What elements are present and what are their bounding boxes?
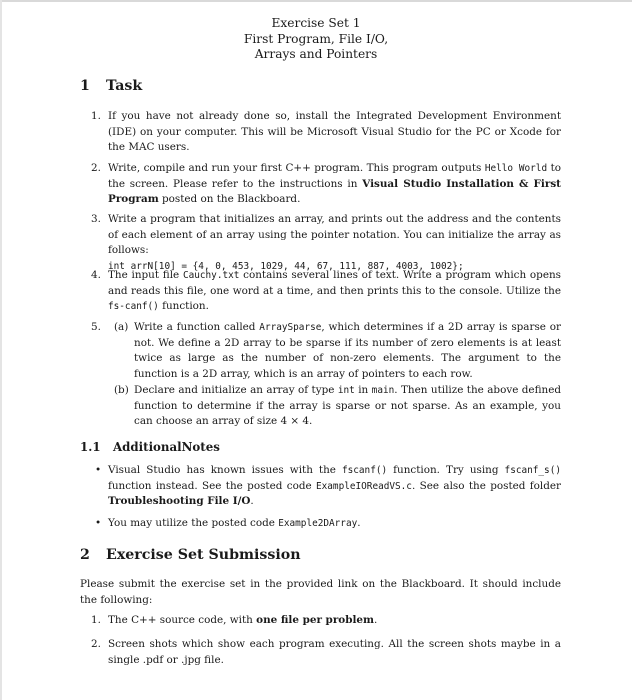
bullet-dot: • [95,517,102,529]
item-text: Screen shots which show each program executing. All the screen shots maybe in a single .pdf or .jpg file. [108,638,561,666]
task-item-2 [91,161,561,208]
text-run: function. [158,300,209,312]
item-text [108,161,561,208]
text-run: Write a program that initializes an array, and prints out the address and the contents of each element of an array using the pointer notation. You can initialize the array as follows: [108,213,561,256]
text-run: Write, compile and run your first C++ program. This program outputs [108,162,485,174]
text-run: function. Try using [387,464,505,476]
subsection-title: AdditionalNotes [113,440,220,454]
task-item-1 [91,109,561,156]
inline-code: main [371,385,395,396]
bullet-text [108,463,561,510]
text-run: Visual Studio has known issues with the [108,464,342,476]
text-run: . Then utilize the above defined function to determine if the array is sparse or not sparse. As an example, you can choose an array of size 4 × 4. [134,384,562,427]
section-title: Task [106,78,143,94]
item-label: 2. [91,638,101,650]
bold-text: Troubleshooting File I/O [108,495,251,507]
task-item-5b [114,383,561,430]
text-run: You may utilize the posted code [108,517,279,529]
inline-code: ArraySparse [259,322,322,333]
item-label: 2. [91,162,101,174]
inline-code: Example2DArray [278,518,358,529]
text-run: . [250,495,254,507]
inline-code: fscanf_s() [504,465,561,476]
text-run: . [374,614,378,626]
section-number: 2 [80,547,90,563]
inline-code: Hello World [484,163,548,174]
note-bullet-2 [95,516,561,532]
submission-intro: Please submit the exercise set in the provided link on the Blackboard. It should include the following: [80,578,561,606]
sub-item-text [134,320,561,382]
code-line: int arrN[10] = {4, 0, 453, 1029, 44, 67, 111, 887, 4003, 1002}; [108,260,464,272]
bold-text: one file per problem [256,614,375,626]
section-1-heading [80,79,142,95]
task-item-3 [91,212,561,274]
page-top-edge [0,0,632,2]
task-item-4 [91,268,561,315]
inline-code: fscanf() [341,465,388,476]
text-run: posted on the Blackboard. [158,193,301,205]
text-run: in [354,384,372,396]
item-label: 1. [91,110,101,122]
bold-text: Visual Studio Installation & First Program [108,177,561,205]
sub-item-label: (b) [114,384,129,396]
page-left-edge [0,0,2,700]
sub-item-text [134,383,561,430]
sub-item-label: (a) [114,321,129,333]
inline-code: ExampleIOReadVS.c [316,480,412,492]
note-bullet-1 [95,463,561,510]
inline-code: Cauchy.txt [182,270,240,281]
section-title: Exercise Set Submission [106,547,301,563]
item-label: 3. [91,213,101,225]
item-text: If you have not already done so, install the Integrated Development Environment (IDE) on your computer. This will be Microsoft Visual Studio for the PC or Xcode for the MAC users. [108,110,561,153]
text-run: function instead. See the posted code [108,479,316,492]
text-run: . See also the posted folder [411,479,561,492]
text-run: contains several lines of text. Write a program which opens and reads this file, one word at a time, and then prints this to the console. Utilize the [108,269,561,297]
title-line-1: Exercise Set 1 [271,16,361,30]
text-run: Write a function called [134,321,260,333]
item-label: 1. [91,614,101,626]
section-2-heading [80,548,301,564]
section-number: 1 [80,78,90,94]
subsection-number: 1.1 [80,440,101,454]
task-item-5a [114,320,561,382]
item-label: 5. [91,321,101,333]
title-line-3: Arrays and Pointers [254,47,378,62]
text-run: to the screen. Please refer to the instructions in [108,162,562,190]
text-run: . [357,517,361,529]
item-text [108,268,561,315]
inline-code: fs-canf() [108,301,159,312]
subsection-1-1-heading [80,440,220,456]
submission-item-1 [91,613,561,629]
text-run: The C++ source code, with [108,614,257,626]
text-run: Declare and initialize an array of type [134,384,338,396]
text-run: The input file [108,269,183,281]
item-text [108,212,561,274]
item-text [108,613,561,629]
item-label: 4. [91,269,101,281]
text-run: , which determines if a 2D array is sparse or not. We define a 2D array to be sparse if its number of zero elements is at least twice as large as the number of non-zero elements. The argument to the function is a 2D array, which is an array of pointers to each row. [134,321,561,380]
bullet-dot: • [95,464,102,476]
submission-item-2 [91,637,561,668]
inline-code: int [337,385,355,396]
title-line-2: First Program, File I/O, [243,31,389,46]
document-title [0,16,632,63]
bullet-text [108,516,561,532]
